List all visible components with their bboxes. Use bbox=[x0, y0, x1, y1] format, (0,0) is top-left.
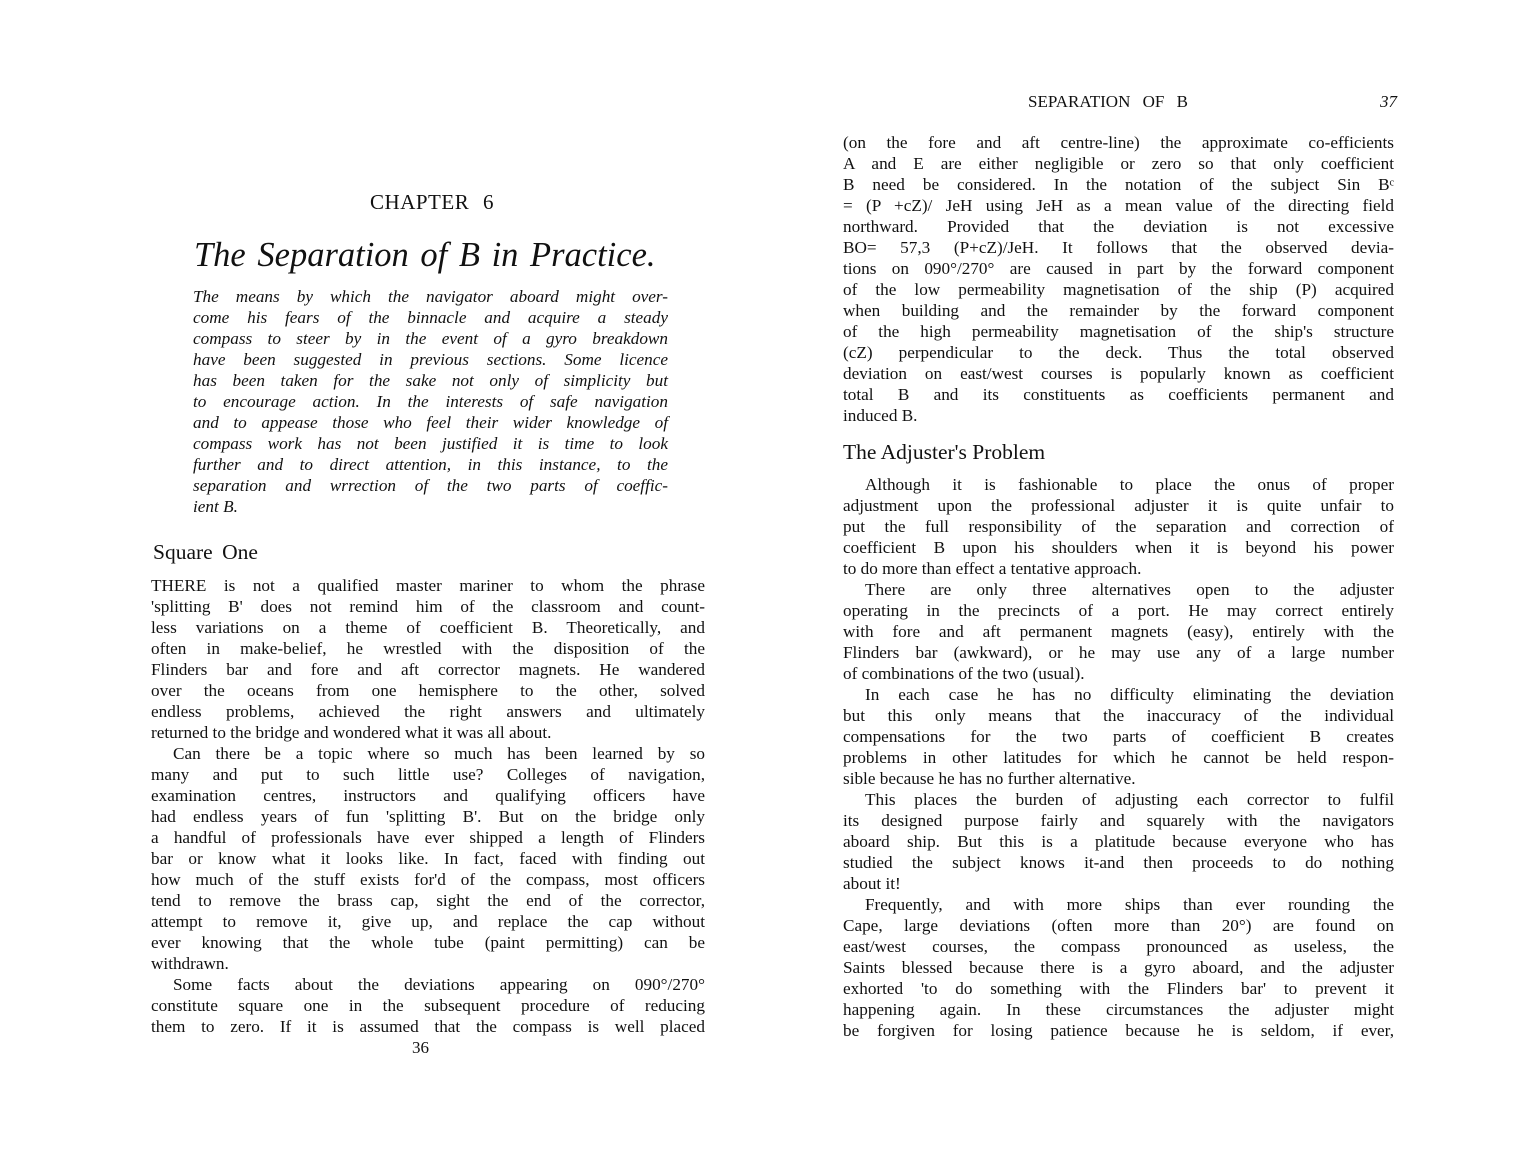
chapter-label: CHAPTER 6 bbox=[370, 190, 494, 214]
text-line: ever knowing that the whole tube (paint permitting) can be bbox=[151, 933, 705, 952]
running-header bbox=[1028, 92, 1188, 112]
paragraph bbox=[151, 743, 705, 974]
text-line: of the high permeability magnetisation of the ship's structure bbox=[843, 322, 1394, 341]
text-line: constitute square one in the subsequent procedure of reducing bbox=[151, 996, 705, 1015]
text-line: Saints blessed because there is a gyro aboard, and the adjuster bbox=[843, 958, 1394, 977]
right-top-text bbox=[843, 132, 1394, 426]
text-line: returned to the bridge and wondered what it was all about. bbox=[151, 723, 552, 742]
text-line: total B and its constituents as coefficients permanent and bbox=[843, 385, 1394, 404]
text-line: had endless years of fun 'splitting B'. But on the bridge only bbox=[151, 807, 705, 826]
text-line: tions on 090°/270° are caused in part by the forward component bbox=[843, 259, 1394, 278]
paragraph bbox=[843, 684, 1394, 789]
text-line: adjustment upon the professional adjuster it is quite unfair to bbox=[843, 496, 1394, 515]
paragraph bbox=[151, 575, 705, 743]
text-line: less variations on a theme of coefficient B. Theoretically, and bbox=[151, 618, 705, 637]
text-line: a handful of professionals have ever shipped a length of Flinders bbox=[151, 828, 705, 847]
text-line: further and to direct attention, in this instance, to the bbox=[193, 455, 668, 474]
page-number-right: 37 bbox=[1380, 92, 1397, 111]
paragraph bbox=[843, 789, 1394, 894]
text-line: come his fears of the binnacle and acquire a steady bbox=[193, 308, 668, 327]
text-line: Can there be a topic where so much has been learned by so bbox=[173, 744, 705, 763]
text-line: Some facts about the deviations appearing on 090°/270° bbox=[173, 975, 705, 994]
text-line: examination centres, instructors and qualifying officers have bbox=[151, 786, 705, 805]
text-line: attempt to remove it, give up, and replace the cap without bbox=[151, 912, 705, 931]
text-line: tend to remove the brass cap, sight the end of the corrector, bbox=[151, 891, 705, 910]
text-line: has been taken for the sake not only of simplicity but bbox=[193, 371, 668, 390]
paragraph bbox=[843, 474, 1394, 579]
text-line: THERE is not a qualified master mariner to whom the phrase bbox=[151, 576, 705, 595]
text-line: coefficient B upon his shoulders when it is beyond his power bbox=[843, 538, 1394, 557]
text-line: deviation on east/west courses is popularly known as coefficient bbox=[843, 364, 1394, 383]
text-line: how much of the stuff exists for'd of the compass, most officers bbox=[151, 870, 705, 889]
text-line: The means by which the navigator aboard might over- bbox=[193, 287, 668, 306]
text-line: compass to steer by in the event of a gyro breakdown bbox=[193, 329, 668, 348]
text-line: withdrawn. bbox=[151, 954, 229, 973]
paragraph bbox=[843, 894, 1394, 1041]
text-line: A and E are either negligible or zero so that only coefficient bbox=[843, 154, 1394, 173]
text-line: 'splitting B' does not remind him of the classroom and count- bbox=[151, 597, 705, 616]
text-line: them to zero. If it is assumed that the compass is well placed bbox=[151, 1017, 705, 1036]
text-line: be forgiven for losing patience because he is seldom, if ever, bbox=[843, 1021, 1394, 1040]
text-line: over the oceans from one hemisphere to the other, solved bbox=[151, 681, 705, 700]
text-line: when building and the remainder by the forward component bbox=[843, 301, 1394, 320]
text-line: Frequently, and with more ships than ever rounding the bbox=[865, 895, 1394, 914]
text-line: often in make-belief, he wrestled with the disposition of the bbox=[151, 639, 705, 658]
text-line: put the full responsibility of the separation and correction of bbox=[843, 517, 1394, 536]
text-line: exhorted 'to do something with the Flinders bar' to prevent it bbox=[843, 979, 1394, 998]
text-line: induced B. bbox=[843, 406, 918, 425]
text-line: This places the burden of adjusting each corrector to fulfil bbox=[865, 790, 1394, 809]
paragraph bbox=[843, 132, 1394, 426]
text-line: Flinders bar and fore and aft corrector magnets. He wandered bbox=[151, 660, 705, 679]
text-line: many and put to such little use? Colleges of navigation, bbox=[151, 765, 705, 784]
text-line: operating in the precincts of a port. He may correct entirely bbox=[843, 601, 1394, 620]
text-line: of combinations of the two (usual). bbox=[843, 664, 1085, 683]
text-line: about it! bbox=[843, 874, 901, 893]
text-line: Flinders bar (awkward), or he may use any of a large number bbox=[843, 643, 1394, 662]
text-line: with fore and aft permanent magnets (easy), entirely with the bbox=[843, 622, 1394, 641]
text-line: northward. Provided that the deviation is not excessive bbox=[843, 217, 1394, 236]
text-line: separation and wrrection of the two parts of coeffic- bbox=[193, 476, 668, 495]
right-body-text bbox=[843, 474, 1394, 1041]
text-line: east/west courses, the compass pronounced as useless, the bbox=[843, 937, 1394, 956]
text-line: to do more than effect a tentative approach. bbox=[843, 559, 1142, 578]
text-line: of the low permeability magnetisation of the ship (P) acquired bbox=[843, 280, 1394, 299]
running-header-text: SEPARATION OF B bbox=[1028, 92, 1188, 111]
text-line: In each case he has no difficulty eliminating the deviation bbox=[865, 685, 1394, 704]
text-line: sible because he has no further alternative. bbox=[843, 769, 1136, 788]
text-line: (cZ) perpendicular to the deck. Thus the total observed bbox=[843, 343, 1394, 362]
section-heading-adjusters-problem: The Adjuster's Problem bbox=[843, 440, 1046, 464]
text-line: but this only means that the inaccuracy of the individual bbox=[843, 706, 1394, 725]
text-line: endless problems, achieved the right answers and ultimately bbox=[151, 702, 705, 721]
text-line: = (P +cZ)/ JeH using JeH as a mean value of the directing field bbox=[843, 196, 1394, 215]
text-line: problems in other latitudes for which he cannot be held respon- bbox=[843, 748, 1394, 767]
text-line: (on the fore and aft centre-line) the approximate co-efficients bbox=[843, 133, 1394, 152]
text-line: aboard ship. But this is a platitude because everyone who has bbox=[843, 832, 1394, 851]
text-line: ient B. bbox=[193, 497, 238, 516]
paragraph bbox=[151, 974, 705, 1037]
text-line: B need be considered. In the notation of the subject Sin Bᶜ bbox=[843, 175, 1394, 194]
text-line: happening again. In these circumstances the adjuster might bbox=[843, 1000, 1394, 1019]
text-line: compensations for the two parts of coefficient B creates bbox=[843, 727, 1394, 746]
text-line: compass work has not been justified it is time to look bbox=[193, 434, 668, 453]
paragraph bbox=[193, 286, 668, 517]
page-number-left: 36 bbox=[412, 1038, 429, 1057]
text-line: have been suggested in previous sections. Some licence bbox=[193, 350, 668, 369]
text-line: Although it is fashionable to place the onus of proper bbox=[865, 475, 1394, 494]
chapter-title: The Separation of B in Practice. bbox=[194, 236, 656, 274]
chapter-abstract bbox=[193, 286, 668, 517]
text-line: bar or know what it looks like. In fact, faced with finding out bbox=[151, 849, 705, 868]
text-line: and to appease those who feel their wider knowledge of bbox=[193, 413, 668, 432]
text-line: to encourage action. In the interests of safe navigation bbox=[193, 392, 668, 411]
text-line: its designed purpose fairly and squarely with the navigators bbox=[843, 811, 1394, 830]
paragraph bbox=[843, 579, 1394, 684]
text-line: BO= 57,3 (P+cZ)/JeH. It follows that the observed devia- bbox=[843, 238, 1394, 257]
text-line: There are only three alternatives open to the adjuster bbox=[865, 580, 1394, 599]
section-heading-square-one: Square One bbox=[153, 540, 258, 564]
text-line: Cape, large deviations (often more than 20°) are found on bbox=[843, 916, 1394, 935]
text-line: studied the subject knows it-and then proceeds to do nothing bbox=[843, 853, 1394, 872]
left-body-text bbox=[151, 575, 705, 1037]
